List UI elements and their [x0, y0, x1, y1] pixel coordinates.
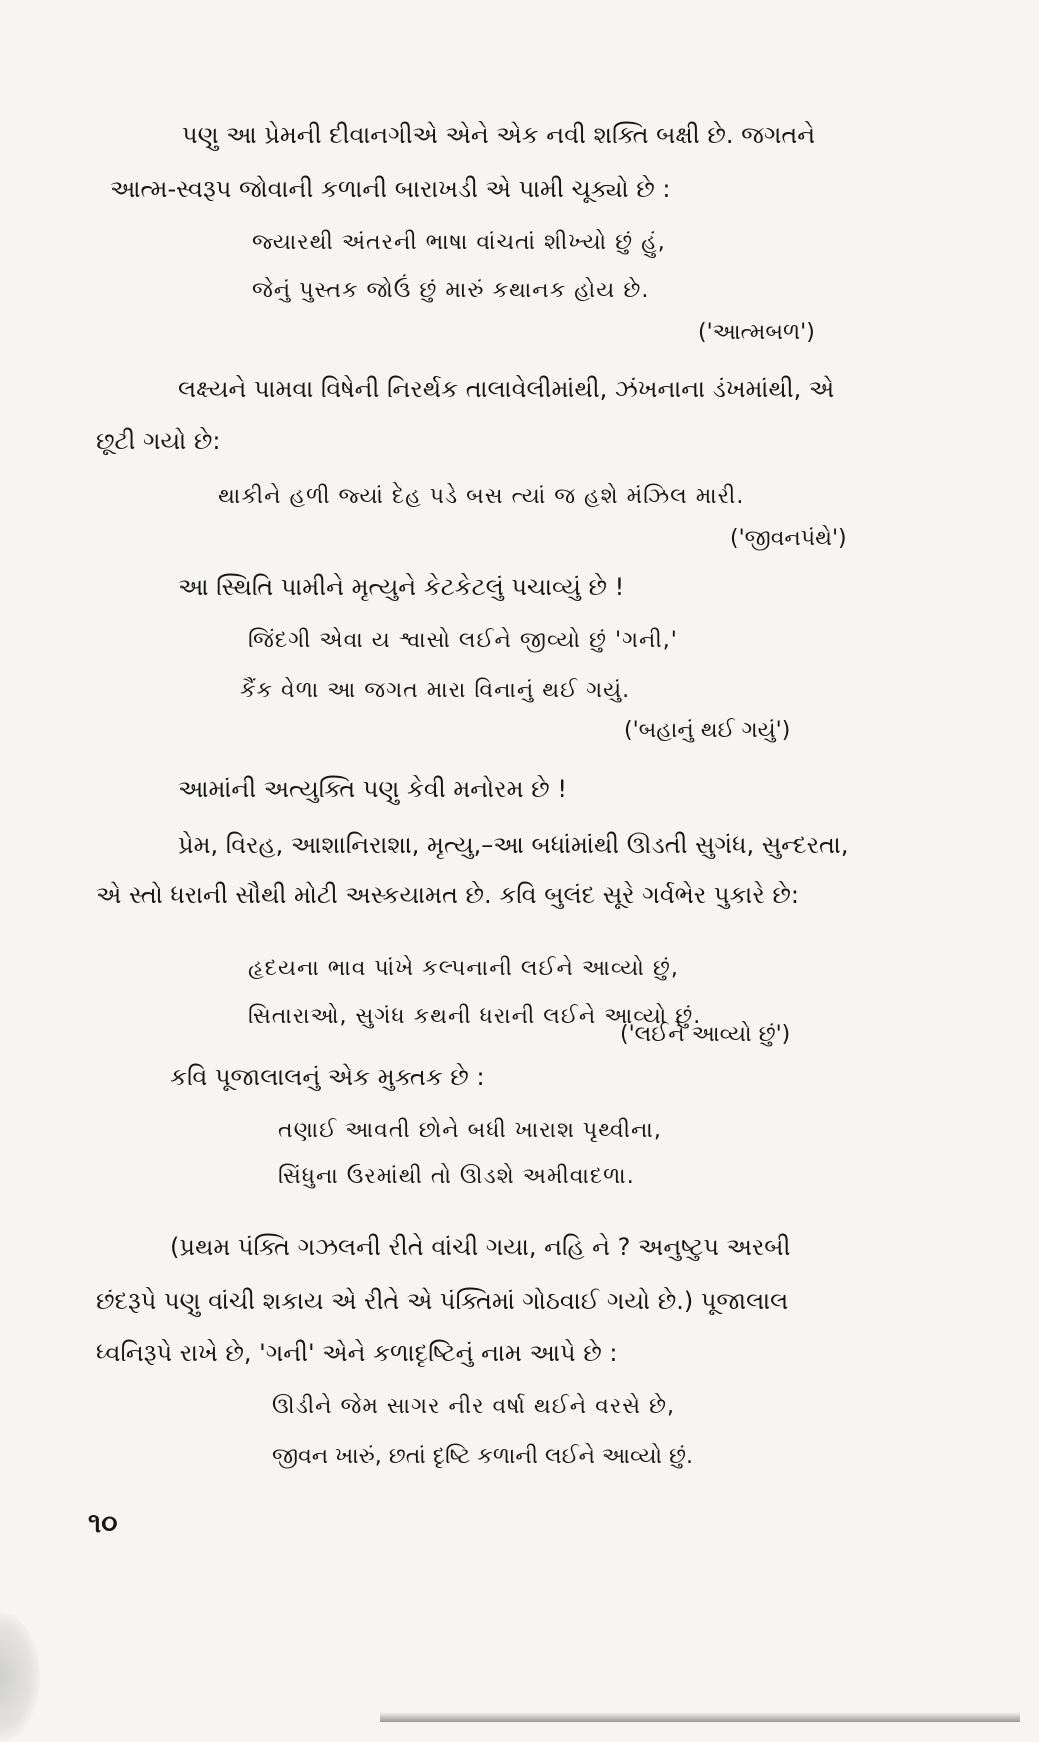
page-number: ૧૦	[88, 1508, 118, 1539]
verse-line: જીવન ખારું, છતાં દૃષ્ટિ કળાની લઈને આવ્યો છું.	[272, 1444, 693, 1469]
prose-line: આત્મ-સ્વરૂપ જોવાની કળાની બારાખડી એ પામી ચૂક્યો છે :	[110, 175, 671, 203]
verse-line: ઊડીને જેમ સાગર નીર વર્ષા થઈને વરસે છે,	[272, 1394, 676, 1419]
prose-line: (પ્રથમ પંક્તિ ગઝલની રીતે વાંચી ગયા, નહિ ને ? અનુષ્ટુપ અરબી	[170, 1233, 791, 1261]
prose-line: પ્રેમ, વિરહ, આશાનિરાશા, મૃત્યુ,–આ બધાંમાંથી ઊડતી સુગંધ, સુન્દરતા,	[178, 831, 849, 859]
verse-line: જ્યારથી અંતરની ભાષા વાંચતાં શીખ્યો છું હું,	[252, 230, 666, 255]
prose-line: આમાંની અત્યુક્તિ પણુ કેવી મનોરમ છે !	[178, 775, 567, 803]
verse-line: કૈંક વેળા આ જગત મારા વિનાનું થઈ ગયું.	[240, 678, 631, 703]
prose-line: લક્ષ્યને પામવા વિષેની નિરર્થક તાલાવેલીમાંથી, ઝંખનાના ડંખમાંથી, એ	[178, 375, 835, 403]
prose-line: એ સ્તો ધરાની સૌથી મોટી અસ્કયામત છે. કવિ બુલંદ સૂરે ગર્વભેર પુકારે છે:	[96, 881, 799, 909]
verse-source: ('આત્મબળ')	[698, 320, 815, 345]
prose-line: આ સ્થિતિ પામીને મૃત્યુને કેટકેટલું પચાવ્યું છે !	[178, 573, 625, 601]
verse-line: જેનું પુસ્તક જોઉં છું મારું કથાનક હોય છે.	[252, 278, 650, 303]
prose-line: ધ્વનિરૂપે રાખે છે, 'ગની' એને કળાદૃષ્ટિનું નામ આપે છે :	[96, 1339, 618, 1367]
verse-line: તણાઈ આવતી છોને બધી ખારાશ પૃથ્વીના,	[278, 1118, 662, 1143]
prose-line: કવિ પૂજાલાલનું એક મુક્તક છે :	[170, 1063, 485, 1091]
verse-line: સિંધુના ઉરમાંથી તો ઊડશે અમીવાદળા.	[278, 1164, 635, 1189]
verse-line: થાકીને હળી જ્યાં દેહ પડે બસ ત્યાં જ હશે મંઝિલ મારી.	[218, 484, 745, 509]
prose-line: પણુ આ પ્રેમની દીવાનગીએ એને એક નવી શક્તિ બક્ષી છે. જગતને	[182, 121, 816, 149]
prose-line: છૂટી ગયો છે:	[96, 427, 221, 455]
verse-source: ('જીવનપંથે')	[730, 526, 847, 551]
page-bottom-edge	[380, 1712, 1020, 1722]
verse-line: સિતારાઓ, સુગંધ કથની ધરાની લઈને આવ્યો છું.	[248, 1004, 702, 1029]
page-smudge	[0, 1612, 40, 1742]
verse-source: ('બહાનું થઈ ગયું')	[624, 718, 791, 743]
verse-line: જિંદગી એવા ય શ્વાસો લઈને જીવ્યો છું 'ગની,'	[248, 628, 678, 653]
verse-source: ('લઈને આવ્યો છું')	[620, 1022, 791, 1047]
prose-line: છંદરૂપે પણુ વાંચી શકાય એ રીતે એ પંક્તિમાં ગોઠવાઈ ગયો છે.) પૂજાલાલ	[96, 1287, 789, 1315]
verse-line: હૃદયના ભાવ પાંખે કલ્પનાની લઈને આવ્યો છું,	[248, 956, 679, 981]
